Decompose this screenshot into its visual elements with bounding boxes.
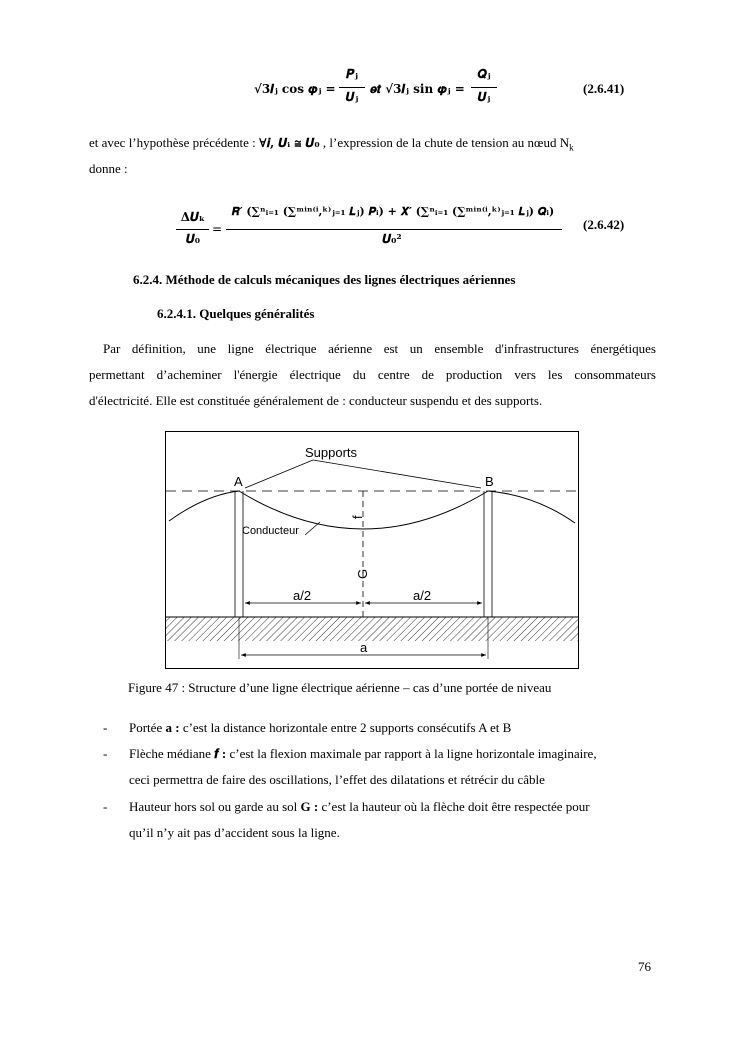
term-lead: Portée: [129, 720, 166, 735]
term-lead: Flèche médiane: [129, 746, 215, 761]
page-number: 76: [638, 959, 651, 974]
math-inline: ∀𝒊, 𝑼ᵢ ≅ 𝑼₀: [259, 136, 320, 150]
bullet-dash: -: [103, 720, 108, 735]
eq1-frac2-bar: [471, 87, 497, 88]
eq2-equals: =: [212, 222, 223, 236]
term: 𝒇 :: [214, 746, 227, 761]
paragraph-definition-line1: Par définition, une ligne électrique aérienne est un ensemble d'infrastructures énergétiques: [103, 341, 656, 356]
half-span-left-label: a/2: [293, 588, 312, 603]
eq2-main-bar: [226, 229, 562, 230]
eq1-frac1-numerator: 𝑷ⱼ: [346, 67, 358, 81]
subsection-heading: 6.2.4.1. Quelques généralités: [157, 306, 315, 321]
list-item-portee: [129, 720, 511, 736]
point-a-label: A: [234, 474, 243, 489]
point-b-label: B: [485, 474, 494, 489]
eq2-lhs-numerator: Δ𝑼ₖ: [180, 210, 206, 224]
eq1-frac1-bar: [339, 87, 365, 88]
term-definition: c’est la hauteur où la flèche doit être respectée pour: [318, 799, 590, 814]
paragraph-definition-line2: permettant d’acheminer l'énergie électrique du centre de production vers les consommateurs: [89, 367, 656, 382]
equation-number: (2.6.41): [583, 81, 625, 96]
eq2-lhs-bar: [176, 229, 209, 230]
eq1-lhs: √3𝑰ⱼ cos 𝝋ⱼ =: [254, 82, 336, 96]
term-lead: Hauteur hors sol ou garde au sol: [129, 799, 301, 814]
list-item-hauteur-cont: qu’il n’y ait pas d’accident sous la ligne.: [129, 825, 340, 840]
paragraph-hypothesis-line2: donne :: [89, 161, 128, 176]
eq1-connector: 𝒆𝒕 √3𝑰ⱼ sin 𝝋ⱼ =: [370, 82, 465, 96]
bullet-dash: -: [103, 799, 108, 814]
eq1-frac1-denominator: 𝑼ⱼ: [345, 90, 359, 104]
paragraph-hypothesis-line1: [89, 130, 657, 161]
list-item-fleche: [129, 746, 597, 762]
overhead-line-diagram: [165, 431, 579, 669]
term: G :: [300, 799, 319, 814]
ground-hatching: [166, 617, 578, 641]
eq2-lhs-denominator: 𝑼₀: [185, 232, 201, 246]
list-item-hauteur: [129, 799, 590, 815]
term: a :: [165, 720, 180, 735]
sag-f-label: f: [350, 515, 365, 519]
equation-number: (2.6.42): [583, 217, 625, 232]
paragraph-definition-line3: d'électricité. Elle est constituée généralement de : conducteur suspendu et des supports.: [89, 393, 543, 408]
list-item-fleche-cont: ceci permettra de faire des oscillations, l’effet des dilatations et rétrécir du câble: [129, 772, 545, 787]
eq1-frac2-numerator: 𝑸ⱼ: [477, 67, 491, 81]
eq2-numerator: 𝑹′ (∑ⁿᵢ₌₁ (∑ᵐⁱⁿ⁽ⁱ,ᵏ⁾ⱼ₌₁ 𝑳ⱼ) 𝑷ᵢ) + 𝑿′ (∑ⁿᵢ₌₁ (∑ᵐⁱⁿ⁽ⁱ,ᵏ⁾ⱼ₌₁ 𝑳ⱼ) 𝑸ᵢ): [231, 205, 555, 218]
term-definition: c’est la distance horizontale entre 2 supports consécutifs A et B: [179, 720, 512, 735]
subscript: k: [569, 142, 574, 153]
eq2-denominator: 𝑼₀²: [382, 232, 402, 246]
bullet-dash: -: [103, 746, 108, 761]
text-run: , l’expression de la chute de tension au nœud N: [319, 135, 570, 150]
section-heading: 6.2.4. Méthode de calculs mécaniques des lignes électriques aériennes: [133, 272, 516, 287]
conductor-label: Conducteur: [242, 525, 299, 537]
supports-label: Supports: [305, 445, 358, 460]
clearance-g-label: G: [355, 568, 370, 579]
term-definition: c’est la flexion maximale par rapport à la ligne horizontale imaginaire,: [226, 746, 597, 761]
span-label: a: [360, 640, 368, 655]
half-span-right-label: a/2: [413, 588, 432, 603]
text-run: et avec l’hypothèse précédente :: [89, 135, 259, 150]
figure-caption: Figure 47 : Structure d’une ligne électrique aérienne – cas d’une portée de niveau: [128, 680, 552, 695]
eq1-frac2-denominator: 𝑼ⱼ: [477, 90, 491, 104]
